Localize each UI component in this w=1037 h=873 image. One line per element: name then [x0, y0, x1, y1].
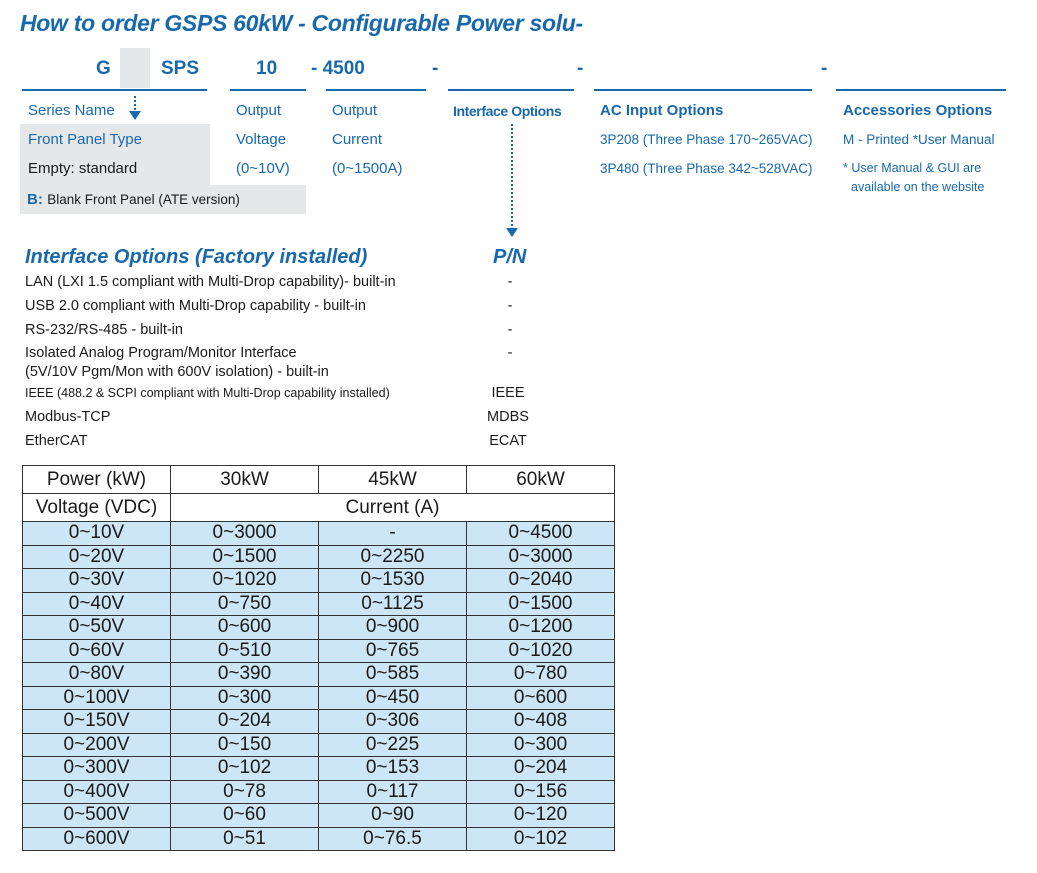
current-table — [22, 465, 615, 851]
interface-option-rs232: RS-232/RS-485 - built-in — [25, 322, 183, 338]
table-row — [23, 757, 615, 781]
underline-ac-input — [594, 89, 812, 91]
current-cell: 0~78 — [171, 780, 319, 804]
table-row — [23, 780, 615, 804]
current-cell: 0~600 — [467, 686, 615, 710]
current-cell: 0~117 — [319, 780, 467, 804]
current-cell: 0~1500 — [467, 592, 615, 616]
power-label-cell: Power (kW) — [23, 466, 171, 494]
current-label-cell: Current (A) — [171, 494, 615, 522]
interface-options-label: Interface Options — [453, 103, 562, 119]
current-cell: 0~4500 — [467, 522, 615, 546]
table-row — [23, 804, 615, 828]
output-voltage-range: (0~10V) — [236, 160, 290, 177]
code-front-panel-slot — [120, 48, 150, 88]
current-cell: 0~204 — [467, 757, 615, 781]
current-cell: 0~780 — [467, 663, 615, 687]
table-header-voltage-row — [23, 494, 615, 522]
blank-text: Blank Front Panel (ATE version) — [47, 192, 240, 207]
code-dash-1: - — [432, 58, 439, 79]
ac-option-3p208: 3P208 (Three Phase 170~265VAC) — [600, 132, 813, 147]
current-cell: 0~1200 — [467, 616, 615, 640]
table-row — [23, 616, 615, 640]
power-30kw-cell: 30kW — [171, 466, 319, 494]
table-row — [23, 710, 615, 734]
underline-current — [326, 89, 426, 91]
current-cell: 0~204 — [171, 710, 319, 734]
series-name-label: Series Name — [28, 102, 115, 119]
current-cell: 0~306 — [319, 710, 467, 734]
voltage-cell: 0~20V — [23, 545, 171, 569]
interface-section-title: Interface Options (Factory installed) — [25, 246, 368, 268]
voltage-cell: 0~400V — [23, 780, 171, 804]
interface-option-analog: Isolated Analog Program/Monitor Interface — [25, 345, 297, 361]
current-cell: 0~60 — [171, 804, 319, 828]
current-cell: 0~3000 — [171, 522, 319, 546]
current-cell: 0~750 — [171, 592, 319, 616]
interface-pn-analog: - — [507, 345, 513, 361]
current-cell: 0~120 — [467, 804, 615, 828]
interface-pn-modbus: MDBS — [487, 409, 529, 425]
interface-arrow-icon — [506, 228, 518, 237]
code-voltage: 10 — [256, 58, 278, 79]
output-current-label-2: Current — [332, 131, 383, 148]
front-panel-type-label: Front Panel Type — [28, 131, 142, 148]
interface-option-usb: USB 2.0 compliant with Multi-Drop capability - built-in — [25, 298, 366, 314]
voltage-cell: 0~60V — [23, 639, 171, 663]
interface-option-ethercat: EtherCAT — [25, 433, 88, 449]
underline-interface — [448, 89, 574, 91]
code-current: - 4500 — [311, 58, 365, 79]
current-cell: 0~102 — [467, 827, 615, 851]
interface-option-lan: LAN (LXI 1.5 compliant with Multi-Drop capability)- built-in — [25, 274, 396, 290]
current-cell: 0~156 — [467, 780, 615, 804]
voltage-cell: 0~300V — [23, 757, 171, 781]
table-row — [23, 827, 615, 851]
accessory-note-2: available on the website — [851, 180, 985, 194]
voltage-cell: 0~600V — [23, 827, 171, 851]
interface-pn-ethercat: ECAT — [489, 433, 527, 449]
current-cell: 0~1020 — [171, 569, 319, 593]
table-row — [23, 569, 615, 593]
table-row — [23, 522, 615, 546]
power-60kw-cell: 60kW — [467, 466, 615, 494]
current-cell: 0~102 — [171, 757, 319, 781]
current-cell: 0~765 — [319, 639, 467, 663]
blank-front-panel-option — [27, 191, 240, 209]
accessory-note-1: * User Manual & GUI are — [843, 161, 982, 175]
current-cell: 0~300 — [171, 686, 319, 710]
current-cell: 0~1125 — [319, 592, 467, 616]
front-panel-arrow-icon — [129, 111, 141, 120]
underline-accessories — [836, 89, 1006, 91]
current-cell: 0~76.5 — [319, 827, 467, 851]
empty-standard-label: Empty: standard — [28, 160, 138, 177]
power-45kw-cell: 45kW — [319, 466, 467, 494]
voltage-cell: 0~500V — [23, 804, 171, 828]
current-cell: 0~1530 — [319, 569, 467, 593]
current-cell: 0~2250 — [319, 545, 467, 569]
voltage-cell: 0~50V — [23, 616, 171, 640]
underline-voltage — [230, 89, 306, 91]
front-panel-arrow-line — [134, 96, 136, 110]
interface-pn-lan: - — [507, 274, 513, 290]
code-sps: SPS — [161, 58, 200, 79]
current-cell: 0~2040 — [467, 569, 615, 593]
output-current-range: (0~1500A) — [332, 160, 403, 177]
accessories-options-label: Accessories Options — [843, 102, 993, 119]
code-dash-3: - — [821, 58, 828, 79]
current-cell: 0~150 — [171, 733, 319, 757]
current-cell: 0~225 — [319, 733, 467, 757]
current-cell: 0~3000 — [467, 545, 615, 569]
table-row — [23, 592, 615, 616]
interface-option-modbus: Modbus-TCP — [25, 409, 111, 425]
page-title: How to order GSPS 60kW - Configurable Power solu- — [20, 10, 583, 36]
voltage-cell: 0~150V — [23, 710, 171, 734]
interface-pn-rs232: - — [507, 322, 513, 338]
interface-pn-usb: - — [507, 298, 513, 314]
current-cell: 0~300 — [467, 733, 615, 757]
voltage-cell: 0~30V — [23, 569, 171, 593]
current-cell: 0~51 — [171, 827, 319, 851]
table-row — [23, 639, 615, 663]
table-row — [23, 733, 615, 757]
current-cell: 0~1020 — [467, 639, 615, 663]
interface-pn-ieee: IEEE — [491, 385, 525, 401]
voltage-label-cell: Voltage (VDC) — [23, 494, 171, 522]
current-cell: 0~600 — [171, 616, 319, 640]
table-row — [23, 663, 615, 687]
voltage-cell: 0~80V — [23, 663, 171, 687]
code-dash-2: - — [577, 58, 584, 79]
table-header-power-row — [23, 466, 615, 494]
ac-option-3p480: 3P480 (Three Phase 342~528VAC) — [600, 161, 813, 176]
current-cell: 0~408 — [467, 710, 615, 734]
voltage-cell: 0~10V — [23, 522, 171, 546]
output-current-label-1: Output — [332, 102, 378, 119]
voltage-cell: 0~200V — [23, 733, 171, 757]
table-row — [23, 545, 615, 569]
current-cell: 0~90 — [319, 804, 467, 828]
blank-prefix: B: — [27, 191, 43, 208]
pn-title: P/N — [493, 246, 527, 268]
voltage-cell: 0~40V — [23, 592, 171, 616]
underline-series — [22, 89, 207, 91]
current-cell: - — [319, 522, 467, 546]
voltage-cell: 0~100V — [23, 686, 171, 710]
current-cell: 0~585 — [319, 663, 467, 687]
accessory-option-m: M - Printed *User Manual — [843, 132, 995, 147]
interface-option-ieee: IEEE (488.2 & SCPI compliant with Multi-Drop capability installed) — [25, 386, 390, 400]
code-g: G — [96, 58, 111, 79]
current-cell: 0~390 — [171, 663, 319, 687]
current-cell: 0~510 — [171, 639, 319, 663]
current-cell: 0~900 — [319, 616, 467, 640]
ac-input-options-label: AC Input Options — [600, 102, 724, 119]
current-cell: 0~450 — [319, 686, 467, 710]
interface-arrow-line — [511, 124, 513, 226]
current-cell: 0~153 — [319, 757, 467, 781]
current-cell: 0~1500 — [171, 545, 319, 569]
output-voltage-label-1: Output — [236, 102, 282, 119]
interface-option-analog-detail: (5V/10V Pgm/Mon with 600V isolation) - built-in — [25, 364, 329, 380]
table-row — [23, 686, 615, 710]
output-voltage-label-2: Voltage — [236, 131, 287, 148]
